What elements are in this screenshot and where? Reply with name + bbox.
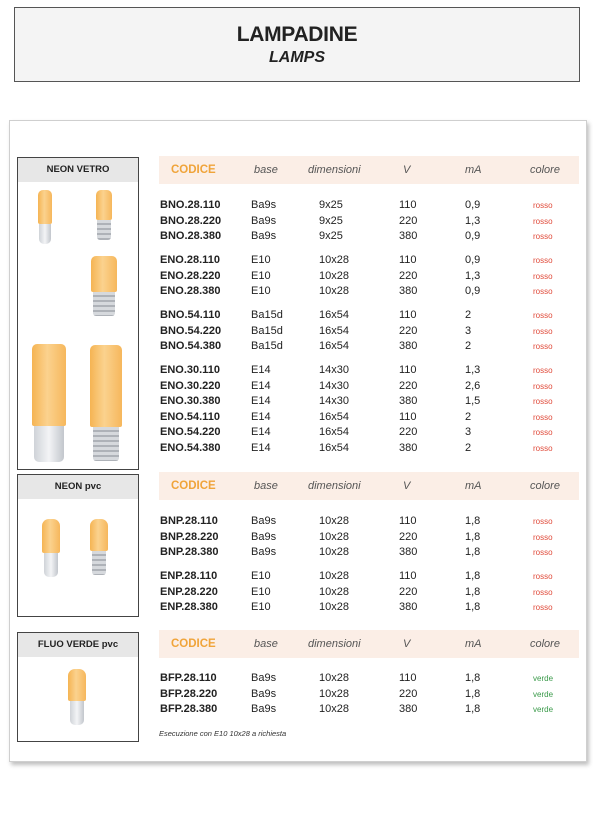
cell-colore: rosso — [533, 201, 553, 210]
rows-group — [159, 253, 579, 300]
header-colore: colore — [530, 480, 560, 492]
cell-dimensioni: 16x54 — [319, 426, 349, 438]
cell-colore: rosso — [533, 381, 553, 391]
cell-dimensioni: 14x30 — [319, 379, 349, 392]
cell-base: E10 — [251, 570, 271, 582]
table-row — [159, 214, 579, 230]
cell-base: Ba9s — [251, 214, 277, 227]
rows-group — [159, 363, 579, 456]
cell-colore: rosso — [533, 342, 553, 351]
cell-ma: 2 — [465, 410, 472, 423]
table-row — [159, 569, 579, 585]
table-row — [159, 324, 579, 340]
header-codice: CODICE — [171, 480, 216, 492]
cell-base: Ba15d — [251, 324, 283, 337]
cell-dimensioni: 9x25 — [319, 230, 343, 242]
cell-code: BFP.28.380 — [160, 703, 218, 715]
page-subtitle: LAMPS — [269, 49, 325, 66]
cell-ma: 0,9 — [465, 285, 481, 297]
cell-base: E14 — [251, 395, 271, 407]
cell-colore: rosso — [533, 287, 553, 296]
cell-v: 220 — [399, 269, 418, 282]
cell-ma: 1,8 — [465, 601, 481, 613]
cell-dimensioni: 10x28 — [319, 601, 349, 613]
cell-dimensioni: 10x28 — [319, 254, 349, 266]
cell-colore: rosso — [533, 428, 553, 437]
cell-dimensioni: 14x30 — [319, 364, 349, 376]
cell-code: ENO.54.220 — [160, 426, 221, 438]
cell-v: 110 — [399, 515, 417, 527]
footnote: Esecuzione con E10 10x28 a richiesta — [159, 729, 287, 738]
cell-ma: 1,8 — [465, 515, 481, 527]
cell-dimensioni: 9x25 — [319, 199, 343, 211]
cell-colore: rosso — [533, 587, 553, 597]
header-base: base — [254, 164, 278, 176]
cell-v: 380 — [399, 441, 418, 454]
cell-code: BNP.28.110 — [160, 515, 218, 527]
cell-ma: 1,8 — [465, 546, 481, 558]
table-row — [159, 410, 579, 426]
cell-code: ENO.28.110 — [160, 254, 220, 266]
cell-v: 110 — [399, 410, 417, 423]
cell-colore: rosso — [533, 443, 553, 453]
cell-base: E10 — [251, 601, 271, 613]
cell-colore: rosso — [533, 232, 553, 241]
header-dimensioni: dimensioni — [308, 164, 361, 176]
rows-group — [159, 198, 579, 245]
cell-ma: 2 — [465, 340, 472, 352]
cell-v: 110 — [399, 199, 417, 211]
cell-code: BNO.54.380 — [160, 340, 222, 352]
cell-base: Ba9s — [251, 230, 277, 242]
cell-base: E10 — [251, 254, 271, 266]
cell-base: E10 — [251, 585, 271, 598]
rows-group — [159, 671, 579, 718]
cell-dimensioni: 10x28 — [319, 546, 349, 558]
table-row — [159, 229, 579, 245]
cell-base: Ba15d — [251, 340, 283, 352]
cell-code: BNO.28.110 — [160, 199, 221, 211]
header-v: V — [403, 480, 411, 492]
cell-ma: 1,3 — [465, 269, 481, 282]
cell-code: BFP.28.220 — [160, 687, 218, 700]
cell-base: Ba9s — [251, 530, 277, 543]
cell-colore: rosso — [533, 256, 553, 265]
cell-v: 110 — [399, 254, 417, 266]
cell-base: E14 — [251, 364, 271, 376]
header-colore: colore — [530, 164, 560, 176]
section-label: FLUO VERDE pvc — [17, 632, 139, 658]
header-ma: mA — [465, 164, 482, 176]
table-row — [159, 198, 579, 214]
lamp-images-box — [17, 499, 139, 617]
cell-v: 380 — [399, 285, 418, 297]
cell-dimensioni: 16x54 — [319, 410, 349, 423]
cell-base: E10 — [251, 269, 271, 282]
table-header — [159, 156, 579, 184]
cell-v: 220 — [399, 214, 418, 227]
cell-ma: 2,6 — [465, 379, 481, 392]
cell-v: 380 — [399, 395, 418, 407]
table-row — [159, 702, 579, 718]
table-header — [159, 630, 579, 658]
cell-ma: 1,8 — [465, 585, 481, 598]
cell-code: BNP.28.220 — [160, 530, 219, 543]
cell-code: BNO.28.380 — [160, 230, 222, 242]
header-dimensioni: dimensioni — [308, 638, 361, 650]
table-row — [159, 379, 579, 395]
rows-group — [159, 569, 579, 616]
cell-colore: rosso — [533, 326, 553, 336]
cell-v: 380 — [399, 230, 418, 242]
cell-dimensioni: 10x28 — [319, 703, 349, 715]
cell-code: ENO.30.220 — [160, 379, 221, 392]
cell-v: 380 — [399, 601, 418, 613]
cell-dimensioni: 10x28 — [319, 269, 349, 282]
cell-ma: 1,8 — [465, 687, 481, 700]
table-row — [159, 687, 579, 703]
header-base: base — [254, 638, 278, 650]
cell-code: BFP.28.110 — [160, 672, 217, 684]
cell-v: 110 — [399, 672, 417, 684]
cell-code: BNO.54.220 — [160, 324, 222, 337]
cell-v: 110 — [399, 570, 417, 582]
table-row — [159, 600, 579, 616]
cell-dimensioni: 10x28 — [319, 515, 349, 527]
cell-dimensioni: 10x28 — [319, 687, 349, 700]
header-v: V — [403, 638, 411, 650]
section-label: NEON VETRO — [17, 157, 139, 183]
cell-dimensioni: 16x54 — [319, 441, 349, 454]
page-title: LAMPADINE — [236, 23, 358, 46]
cell-dimensioni: 16x54 — [319, 309, 349, 321]
cell-v: 380 — [399, 703, 418, 715]
cell-base: Ba9s — [251, 687, 277, 700]
cell-dimensioni: 10x28 — [319, 570, 349, 582]
table-row — [159, 441, 579, 457]
cell-colore: rosso — [533, 572, 553, 581]
cell-code: BNO.28.220 — [160, 214, 222, 227]
cell-colore: rosso — [533, 366, 553, 375]
header-v: V — [403, 164, 411, 176]
table-row — [159, 363, 579, 379]
cell-ma: 2 — [465, 441, 472, 454]
cell-ma: 1,3 — [465, 364, 481, 376]
cell-base: Ba9s — [251, 703, 277, 715]
cell-dimensioni: 16x54 — [319, 340, 349, 352]
cell-ma: 1,8 — [465, 570, 481, 582]
table-row — [159, 671, 579, 687]
cell-colore: rosso — [533, 412, 553, 422]
cell-base: E14 — [251, 410, 271, 423]
cell-code: ENO.28.380 — [160, 285, 221, 297]
header-base: base — [254, 480, 278, 492]
cell-v: 110 — [399, 364, 417, 376]
cell-ma: 1,8 — [465, 703, 481, 715]
cell-ma: 3 — [465, 324, 472, 337]
cell-base: E10 — [251, 285, 271, 297]
cell-ma: 3 — [465, 426, 472, 438]
section-label: NEON pvc — [17, 474, 139, 500]
cell-v: 220 — [399, 530, 418, 543]
rows-group — [159, 514, 579, 561]
cell-ma: 1,5 — [465, 395, 481, 407]
cell-code: ENO.54.380 — [160, 441, 221, 454]
header-ma: mA — [465, 638, 482, 650]
cell-colore: rosso — [533, 271, 553, 281]
cell-v: 380 — [399, 546, 418, 558]
table-row — [159, 545, 579, 561]
cell-code: ENO.30.380 — [160, 395, 221, 407]
lamp-images-box — [17, 182, 139, 470]
header-dimensioni: dimensioni — [308, 480, 361, 492]
cell-base: Ba15d — [251, 309, 283, 321]
table-row — [159, 394, 579, 410]
cell-code: ENO.30.110 — [160, 364, 220, 376]
cell-base: E14 — [251, 441, 271, 454]
cell-code: ENO.54.110 — [160, 410, 220, 423]
header-ma: mA — [465, 480, 482, 492]
cell-ma: 0,9 — [465, 199, 481, 211]
cell-base: Ba9s — [251, 672, 277, 684]
cell-colore: rosso — [533, 517, 553, 526]
cell-v: 220 — [399, 426, 418, 438]
cell-v: 110 — [399, 309, 417, 321]
table-row — [159, 585, 579, 601]
cell-colore: rosso — [533, 548, 553, 557]
cell-colore: verde — [533, 689, 554, 699]
table-row — [159, 253, 579, 269]
cell-colore: rosso — [533, 311, 553, 320]
cell-v: 220 — [399, 585, 418, 598]
header-codice: CODICE — [171, 164, 216, 176]
cell-colore: verde — [533, 674, 554, 683]
title-box — [14, 7, 580, 82]
cell-v: 220 — [399, 687, 418, 700]
table-row — [159, 269, 579, 285]
cell-ma: 1,3 — [465, 214, 481, 227]
cell-dimensioni: 16x54 — [319, 324, 349, 337]
table-row — [159, 514, 579, 530]
cell-dimensioni: 10x28 — [319, 672, 349, 684]
cell-ma: 2 — [465, 309, 472, 321]
cell-colore: rosso — [533, 397, 553, 406]
cell-ma: 0,9 — [465, 230, 481, 242]
table-row — [159, 339, 579, 355]
rows-group — [159, 308, 579, 355]
header-colore: colore — [530, 638, 560, 650]
cell-code: BNP.28.380 — [160, 546, 219, 558]
cell-code: ENP.28.110 — [160, 570, 218, 582]
cell-ma: 1,8 — [465, 530, 481, 543]
cell-code: ENP.28.220 — [160, 585, 218, 598]
cell-v: 380 — [399, 340, 418, 352]
cell-ma: 0,9 — [465, 254, 481, 266]
lamp-images-box — [17, 657, 139, 742]
cell-code: ENP.28.380 — [160, 601, 218, 613]
cell-code: BNO.54.110 — [160, 309, 221, 321]
cell-colore: rosso — [533, 216, 553, 226]
cell-dimensioni: 10x28 — [319, 285, 349, 297]
cell-code: ENO.28.220 — [160, 269, 221, 282]
cell-base: Ba9s — [251, 515, 277, 527]
cell-base: Ba9s — [251, 199, 277, 211]
cell-colore: rosso — [533, 603, 553, 612]
table-row — [159, 425, 579, 441]
cell-v: 220 — [399, 324, 418, 337]
cell-base: E14 — [251, 426, 271, 438]
cell-dimensioni: 10x28 — [319, 585, 349, 598]
cell-ma: 1,8 — [465, 672, 481, 684]
cell-base: Ba9s — [251, 546, 277, 558]
table-row — [159, 530, 579, 546]
header-codice: CODICE — [171, 638, 216, 650]
table-header — [159, 472, 579, 500]
cell-dimensioni: 9x25 — [319, 214, 343, 227]
cell-base: E14 — [251, 379, 271, 392]
cell-dimensioni: 10x28 — [319, 530, 349, 543]
table-row — [159, 284, 579, 300]
cell-v: 220 — [399, 379, 418, 392]
table-row — [159, 308, 579, 324]
cell-colore: verde — [533, 705, 554, 714]
cell-dimensioni: 14x30 — [319, 395, 349, 407]
cell-colore: rosso — [533, 532, 553, 542]
